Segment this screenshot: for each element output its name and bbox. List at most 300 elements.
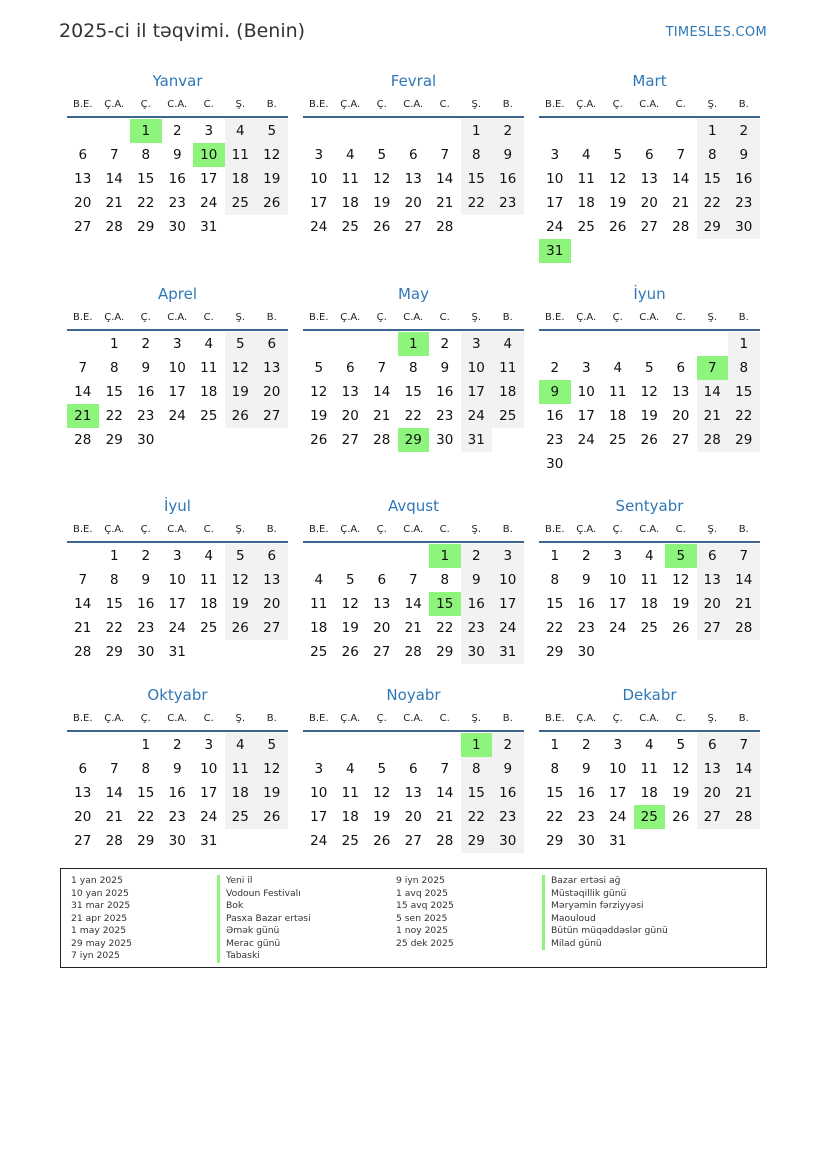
day-grid xyxy=(539,733,760,853)
day-cell: 12 xyxy=(672,761,690,777)
empty-cell xyxy=(335,733,367,757)
weekday-label: B.E. xyxy=(308,712,329,724)
day-cell: 6 xyxy=(408,761,418,777)
day-cell: 24 xyxy=(609,620,627,636)
month-block xyxy=(67,684,288,853)
holiday-day-cell: 7 xyxy=(697,356,729,380)
day-cell: 6 xyxy=(256,544,288,568)
day-cell: 29 xyxy=(546,644,564,660)
day-cell: 12 xyxy=(341,596,359,612)
day-cell: 30 xyxy=(577,833,595,849)
day-cell: 14 xyxy=(105,171,123,187)
day-cell: 16 xyxy=(436,384,454,400)
weekday-label: Ç. xyxy=(140,523,151,535)
day-cell: 3 xyxy=(204,123,214,139)
day-cell: 16 xyxy=(137,384,155,400)
day-cell: 25 xyxy=(609,432,627,448)
day-cell: 28 xyxy=(105,833,123,849)
weekday-label: Ş. xyxy=(235,311,246,323)
weekday-label: Ç. xyxy=(612,712,623,724)
month-block xyxy=(539,495,760,664)
day-cell: 1 xyxy=(109,548,119,564)
day-cell: 18 xyxy=(225,167,257,191)
holiday-day-cell: 25 xyxy=(634,805,666,829)
legend-holiday-name: Merac günü xyxy=(226,937,281,949)
day-cell: 31 xyxy=(492,640,524,664)
empty-cell xyxy=(303,544,335,568)
weekday-label: Ç.A. xyxy=(104,523,125,535)
weekday-label: B.E. xyxy=(308,523,329,535)
day-cell: 6 xyxy=(377,572,387,588)
day-cell: 7 xyxy=(440,761,450,777)
day-cell: 19 xyxy=(225,380,257,404)
month-block xyxy=(303,70,524,239)
day-cell: 31 xyxy=(200,219,218,235)
day-cell: 30 xyxy=(577,644,595,660)
day-cell: 9 xyxy=(581,761,591,777)
day-cell: 3 xyxy=(204,737,214,753)
legend-holiday-name: Bütün müqəddəslər günü xyxy=(551,925,668,936)
page-title: 2025-ci il təqvimi. (Benin) xyxy=(59,20,306,42)
legend-date: 31 mar 2025 xyxy=(71,900,131,911)
day-cell: 9 xyxy=(581,572,591,588)
day-cell: 25 xyxy=(200,408,218,424)
day-cell: 24 xyxy=(310,833,328,849)
day-cell: 26 xyxy=(225,616,257,640)
weekday-label: B. xyxy=(738,98,749,110)
weekday-label: B. xyxy=(266,523,277,535)
day-cell: 14 xyxy=(105,785,123,801)
day-cell: 2 xyxy=(141,548,151,564)
month-block xyxy=(539,70,760,263)
day-cell: 13 xyxy=(373,596,391,612)
day-cell: 29 xyxy=(546,833,564,849)
empty-cell xyxy=(634,332,666,356)
day-cell: 22 xyxy=(546,809,564,825)
day-cell: 20 xyxy=(697,592,729,616)
empty-cell xyxy=(429,733,461,757)
day-cell: 4 xyxy=(345,761,355,777)
empty-cell xyxy=(99,119,131,143)
legend-date: 1 avq 2025 xyxy=(396,887,448,899)
weekday-label: C.A. xyxy=(403,523,424,535)
weekday-label: C.A. xyxy=(167,712,188,724)
day-cell: 8 xyxy=(440,572,450,588)
month-block xyxy=(303,684,524,853)
day-cell: 11 xyxy=(225,757,257,781)
empty-cell xyxy=(366,119,398,143)
day-cell: 26 xyxy=(341,644,359,660)
day-cell: 29 xyxy=(436,644,454,660)
day-cell: 24 xyxy=(546,219,564,235)
day-cell: 13 xyxy=(74,785,92,801)
day-cell: 29 xyxy=(105,644,123,660)
day-cell: 5 xyxy=(256,733,288,757)
day-cell: 17 xyxy=(609,785,627,801)
empty-cell xyxy=(398,119,430,143)
weekday-label: C.A. xyxy=(639,712,660,724)
weekday-label: B.E. xyxy=(308,311,329,323)
day-cell: 2 xyxy=(172,737,182,753)
day-cell: 2 xyxy=(728,119,760,143)
day-cell: 5 xyxy=(345,572,355,588)
day-cell: 3 xyxy=(613,737,623,753)
day-cell: 26 xyxy=(672,620,690,636)
day-cell: 10 xyxy=(200,761,218,777)
day-cell: 8 xyxy=(550,572,560,588)
day-cell: 21 xyxy=(404,620,422,636)
day-cell: 7 xyxy=(728,733,760,757)
weekday-label: B.E. xyxy=(72,98,93,110)
day-cell: 14 xyxy=(672,171,690,187)
day-grid xyxy=(67,119,288,239)
day-cell: 16 xyxy=(492,167,524,191)
day-cell: 4 xyxy=(492,332,524,356)
day-cell: 19 xyxy=(373,195,391,211)
month-block xyxy=(303,283,524,452)
day-cell: 2 xyxy=(141,336,151,352)
day-cell: 22 xyxy=(137,809,155,825)
month-block xyxy=(67,70,288,239)
day-cell: 17 xyxy=(609,596,627,612)
day-cell: 10 xyxy=(577,384,595,400)
day-cell: 16 xyxy=(577,596,595,612)
day-cell: 14 xyxy=(373,384,391,400)
day-cell: 8 xyxy=(728,356,760,380)
empty-cell xyxy=(634,119,666,143)
month-block xyxy=(539,684,760,853)
day-cell: 23 xyxy=(492,191,524,215)
day-cell: 22 xyxy=(404,408,422,424)
day-cell: 22 xyxy=(105,408,123,424)
day-cell: 8 xyxy=(697,143,729,167)
day-grid xyxy=(67,733,288,853)
day-cell: 18 xyxy=(200,596,218,612)
day-cell: 23 xyxy=(137,408,155,424)
day-cell: 30 xyxy=(137,432,155,448)
day-cell: 11 xyxy=(310,596,328,612)
day-cell: 6 xyxy=(345,360,355,376)
legend-holiday-name: Müstəqillik günü xyxy=(551,887,627,899)
weekday-header xyxy=(539,92,760,118)
legend-date: 29 may 2025 xyxy=(71,937,132,949)
day-cell: 25 xyxy=(640,620,658,636)
day-cell: 23 xyxy=(137,620,155,636)
day-cell: 24 xyxy=(609,809,627,825)
day-cell: 25 xyxy=(577,219,595,235)
weekday-label: B. xyxy=(502,712,513,724)
weekday-label: Ç.A. xyxy=(576,98,597,110)
legend-holiday-name: Tabaski xyxy=(226,950,260,961)
day-cell: 9 xyxy=(492,143,524,167)
day-cell: 28 xyxy=(105,219,123,235)
day-cell: 17 xyxy=(168,596,186,612)
empty-cell xyxy=(665,332,697,356)
day-cell: 31 xyxy=(461,428,493,452)
day-cell: 1 xyxy=(728,332,760,356)
weekday-header xyxy=(303,92,524,118)
day-cell: 5 xyxy=(644,360,654,376)
day-cell: 16 xyxy=(168,171,186,187)
day-cell: 30 xyxy=(137,644,155,660)
weekday-header xyxy=(303,517,524,543)
day-cell: 7 xyxy=(78,360,88,376)
weekday-label: Ç. xyxy=(376,311,387,323)
day-cell: 12 xyxy=(373,171,391,187)
day-cell: 6 xyxy=(697,544,729,568)
day-cell: 24 xyxy=(200,195,218,211)
day-cell: 29 xyxy=(461,829,493,853)
weekday-label: B.E. xyxy=(544,311,565,323)
legend-holiday-name: Əmək günü xyxy=(226,925,280,936)
weekday-label: C. xyxy=(675,523,686,535)
day-cell: 14 xyxy=(697,380,729,404)
weekday-label: C. xyxy=(439,523,450,535)
day-cell: 10 xyxy=(461,356,493,380)
day-cell: 26 xyxy=(640,432,658,448)
weekday-label: Ş. xyxy=(471,98,482,110)
day-cell: 2 xyxy=(581,737,591,753)
legend-date: 1 yan 2025 xyxy=(71,875,123,886)
holiday-legend xyxy=(60,868,767,968)
empty-cell xyxy=(366,332,398,356)
day-cell: 13 xyxy=(74,171,92,187)
day-cell: 7 xyxy=(377,360,387,376)
day-cell: 8 xyxy=(408,360,418,376)
legend-date: 15 avq 2025 xyxy=(396,900,454,911)
day-cell: 28 xyxy=(404,644,422,660)
day-cell: 6 xyxy=(78,761,88,777)
day-cell: 14 xyxy=(404,596,422,612)
day-cell: 5 xyxy=(256,119,288,143)
weekday-header xyxy=(67,92,288,118)
day-cell: 9 xyxy=(492,757,524,781)
weekday-header xyxy=(303,305,524,331)
day-grid xyxy=(539,119,760,263)
day-cell: 13 xyxy=(697,568,729,592)
day-cell: 17 xyxy=(577,408,595,424)
day-cell: 18 xyxy=(577,195,595,211)
day-cell: 27 xyxy=(404,833,422,849)
day-cell: 23 xyxy=(461,616,493,640)
day-cell: 21 xyxy=(373,408,391,424)
day-cell: 14 xyxy=(436,171,454,187)
day-cell: 21 xyxy=(672,195,690,211)
day-cell: 18 xyxy=(341,809,359,825)
day-cell: 3 xyxy=(314,761,324,777)
day-cell: 11 xyxy=(640,572,658,588)
day-cell: 17 xyxy=(310,809,328,825)
day-cell: 19 xyxy=(373,809,391,825)
day-cell: 13 xyxy=(256,568,288,592)
month-name: İyun xyxy=(633,285,666,303)
weekday-label: C. xyxy=(439,311,450,323)
day-cell: 23 xyxy=(546,432,564,448)
day-cell: 20 xyxy=(74,809,92,825)
day-cell: 3 xyxy=(314,147,324,163)
day-grid xyxy=(67,544,288,664)
day-cell: 8 xyxy=(109,572,119,588)
day-cell: 30 xyxy=(168,219,186,235)
day-cell: 7 xyxy=(676,147,686,163)
day-cell: 21 xyxy=(105,809,123,825)
day-cell: 21 xyxy=(436,195,454,211)
day-grid xyxy=(539,544,760,664)
weekday-label: Ş. xyxy=(471,311,482,323)
month-name: Yanvar xyxy=(152,72,203,90)
day-cell: 24 xyxy=(577,432,595,448)
weekday-label: Ş. xyxy=(707,311,718,323)
month-name: Dekabr xyxy=(622,686,677,704)
day-cell: 16 xyxy=(168,785,186,801)
day-cell: 23 xyxy=(577,620,595,636)
legend-holiday-name: Bazar ertəsi ağ xyxy=(551,875,621,886)
weekday-label: C. xyxy=(203,311,214,323)
day-cell: 4 xyxy=(613,360,623,376)
day-cell: 26 xyxy=(310,432,328,448)
day-cell: 29 xyxy=(697,215,729,239)
day-cell: 2 xyxy=(440,336,450,352)
empty-cell xyxy=(697,332,729,356)
month-block xyxy=(303,495,524,664)
day-cell: 3 xyxy=(550,147,560,163)
weekday-header xyxy=(539,706,760,732)
day-cell: 13 xyxy=(697,757,729,781)
day-cell: 14 xyxy=(728,568,760,592)
day-cell: 15 xyxy=(461,781,493,805)
empty-cell xyxy=(303,119,335,143)
month-name: Sentyabr xyxy=(615,497,684,515)
day-cell: 15 xyxy=(546,785,564,801)
day-cell: 22 xyxy=(137,195,155,211)
weekday-label: Ç.A. xyxy=(104,311,125,323)
day-cell: 25 xyxy=(341,833,359,849)
day-cell: 7 xyxy=(440,147,450,163)
day-cell: 5 xyxy=(225,544,257,568)
day-cell: 28 xyxy=(697,428,729,452)
weekday-label: C. xyxy=(675,712,686,724)
day-cell: 2 xyxy=(550,360,560,376)
day-cell: 3 xyxy=(172,336,182,352)
weekday-label: Ç. xyxy=(376,98,387,110)
day-cell: 9 xyxy=(172,761,182,777)
day-cell: 21 xyxy=(436,809,454,825)
day-cell: 7 xyxy=(78,572,88,588)
weekday-label: B.E. xyxy=(308,98,329,110)
day-cell: 12 xyxy=(256,143,288,167)
weekday-label: B. xyxy=(266,98,277,110)
day-cell: 22 xyxy=(436,620,454,636)
day-cell: 25 xyxy=(310,644,328,660)
empty-cell xyxy=(366,733,398,757)
empty-cell xyxy=(398,733,430,757)
day-cell: 11 xyxy=(640,761,658,777)
month-name: Oktyabr xyxy=(147,686,208,704)
day-cell: 8 xyxy=(109,360,119,376)
day-cell: 9 xyxy=(141,360,151,376)
day-cell: 29 xyxy=(105,432,123,448)
month-name: Mart xyxy=(632,72,667,90)
day-cell: 11 xyxy=(200,360,218,376)
day-cell: 27 xyxy=(256,616,288,640)
day-cell: 16 xyxy=(137,596,155,612)
month-block xyxy=(67,283,288,452)
day-cell: 18 xyxy=(310,620,328,636)
month-block xyxy=(67,495,288,664)
legend-names-right xyxy=(542,875,668,950)
holiday-day-cell: 29 xyxy=(398,428,430,452)
day-cell: 6 xyxy=(408,147,418,163)
day-cell: 1 xyxy=(109,336,119,352)
day-cell: 22 xyxy=(105,620,123,636)
weekday-label: Ç. xyxy=(140,98,151,110)
day-cell: 30 xyxy=(168,833,186,849)
weekday-label: C. xyxy=(203,523,214,535)
day-cell: 14 xyxy=(728,757,760,781)
day-cell: 18 xyxy=(200,384,218,400)
day-cell: 13 xyxy=(256,356,288,380)
day-cell: 4 xyxy=(225,733,257,757)
day-cell: 14 xyxy=(436,785,454,801)
weekday-label: Ç.A. xyxy=(104,712,125,724)
day-cell: 17 xyxy=(310,195,328,211)
day-cell: 6 xyxy=(644,147,654,163)
weekday-label: C.A. xyxy=(639,523,660,535)
day-cell: 4 xyxy=(204,548,214,564)
day-cell: 21 xyxy=(728,592,760,616)
day-cell: 19 xyxy=(256,781,288,805)
weekday-label: Ç. xyxy=(612,98,623,110)
weekday-label: B.E. xyxy=(72,311,93,323)
weekday-label: C.A. xyxy=(403,98,424,110)
day-cell: 15 xyxy=(461,167,493,191)
legend-date: 25 dek 2025 xyxy=(396,937,454,949)
day-cell: 19 xyxy=(256,167,288,191)
day-cell: 15 xyxy=(137,785,155,801)
day-cell: 9 xyxy=(440,360,450,376)
day-cell: 15 xyxy=(546,596,564,612)
day-cell: 23 xyxy=(168,809,186,825)
weekday-label: Ş. xyxy=(707,98,718,110)
month-name: Avqust xyxy=(388,497,439,515)
weekday-label: Ç.A. xyxy=(340,523,361,535)
day-cell: 12 xyxy=(640,384,658,400)
day-cell: 22 xyxy=(461,191,493,215)
day-cell: 17 xyxy=(200,785,218,801)
day-cell: 31 xyxy=(168,644,186,660)
weekday-label: Ç. xyxy=(140,712,151,724)
day-cell: 24 xyxy=(461,404,493,428)
day-cell: 30 xyxy=(436,432,454,448)
day-cell: 6 xyxy=(256,332,288,356)
empty-cell xyxy=(429,119,461,143)
weekday-label: Ç. xyxy=(612,523,623,535)
brand-link[interactable]: TIMESLES.COM xyxy=(665,25,767,40)
month-name: May xyxy=(397,285,429,303)
holiday-day-cell: 1 xyxy=(461,733,493,757)
month-name: Aprel xyxy=(157,285,198,303)
holiday-day-cell: 15 xyxy=(429,592,461,616)
holiday-day-cell: 31 xyxy=(539,239,571,263)
day-cell: 21 xyxy=(105,195,123,211)
day-cell: 15 xyxy=(137,171,155,187)
holiday-day-cell: 10 xyxy=(193,143,225,167)
day-cell: 30 xyxy=(492,829,524,853)
day-cell: 11 xyxy=(200,572,218,588)
day-cell: 30 xyxy=(461,640,493,664)
day-cell: 5 xyxy=(314,360,324,376)
day-cell: 23 xyxy=(168,195,186,211)
